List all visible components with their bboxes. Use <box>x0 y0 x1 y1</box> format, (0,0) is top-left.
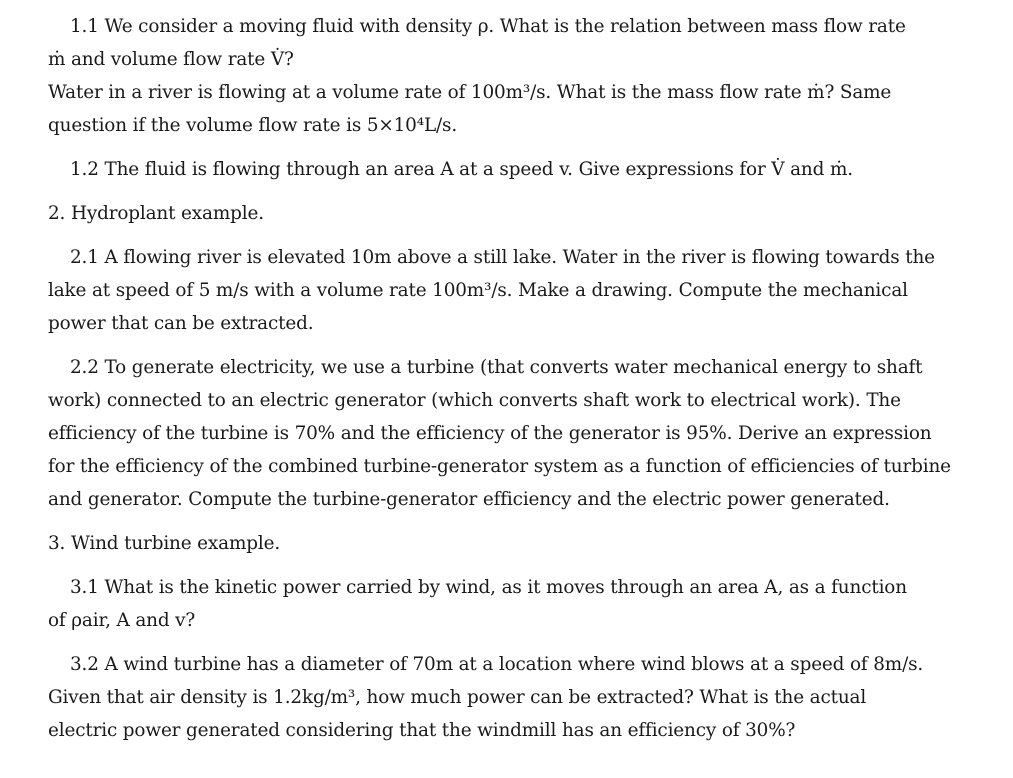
q3-2-line-3: electric power generated considering that the windmill has an efficiency of 30%? <box>48 720 796 741</box>
q1-1-line-1: 1.1 We consider a moving fluid with density ρ. What is the relation between mass flow rate <box>70 16 906 37</box>
q2-1-line-2: lake at speed of 5 m/s with a volume rate 100m³/s. Make a drawing. Compute the mechanical <box>48 280 908 301</box>
q2-1-line-1: 2.1 A flowing river is elevated 10m above a still lake. Water in the river is flowing towards the <box>70 247 935 268</box>
question-1-2 <box>48 153 968 186</box>
q1-2-line-1: 1.2 The fluid is flowing through an area A at a speed v. Give expressions for V̇ and ṁ. <box>70 159 853 180</box>
q3-1-line-2: of ρair, A and v? <box>48 610 196 631</box>
question-2-2 <box>48 351 968 516</box>
section-3-title: 3. Wind turbine example. <box>48 533 281 554</box>
q3-2-line-2: Given that air density is 1.2kg/m³, how much power can be extracted? What is the actual <box>48 687 867 708</box>
q2-2-line-3: efficiency of the turbine is 70% and the efficiency of the generator is 95%. Derive an expression <box>48 423 932 444</box>
q2-2-line-2: work) connected to an electric generator (which converts shaft work to electrical work). The <box>48 390 901 411</box>
q3-2-line-1: 3.2 A wind turbine has a diameter of 70m at a location where wind blows at a speed of 8m/s. <box>70 654 924 675</box>
q3-1-line-1: 3.1 What is the kinetic power carried by wind, as it moves through an area A, as a function <box>70 577 907 598</box>
document-page <box>48 0 968 747</box>
q2-2-line-4: for the efficiency of the combined turbine-generator system as a function of efficiencies of turbine <box>48 456 951 477</box>
q2-2-line-1: 2.2 To generate electricity, we use a turbine (that converts water mechanical energy to shaft <box>70 357 923 378</box>
q1-1-line-3: Water in a river is flowing at a volume rate of 100m³/s. What is the mass flow rate ṁ? Same <box>48 82 892 103</box>
q1-1-line-2: ṁ and volume flow rate V̇? <box>48 49 294 70</box>
question-2-1 <box>48 241 968 340</box>
q2-1-line-3: power that can be extracted. <box>48 313 314 334</box>
q2-2-line-5: and generator. Compute the turbine-generator efficiency and the electric power generated. <box>48 489 890 510</box>
section-3-heading <box>48 527 968 560</box>
section-2-title: 2. Hydroplant example. <box>48 203 264 224</box>
q1-1-line-4: question if the volume flow rate is 5×10⁴L/s. <box>48 115 458 136</box>
question-1-1 <box>48 0 968 142</box>
question-3-2 <box>48 648 968 747</box>
section-2-heading <box>48 197 968 230</box>
question-3-1 <box>48 571 968 637</box>
